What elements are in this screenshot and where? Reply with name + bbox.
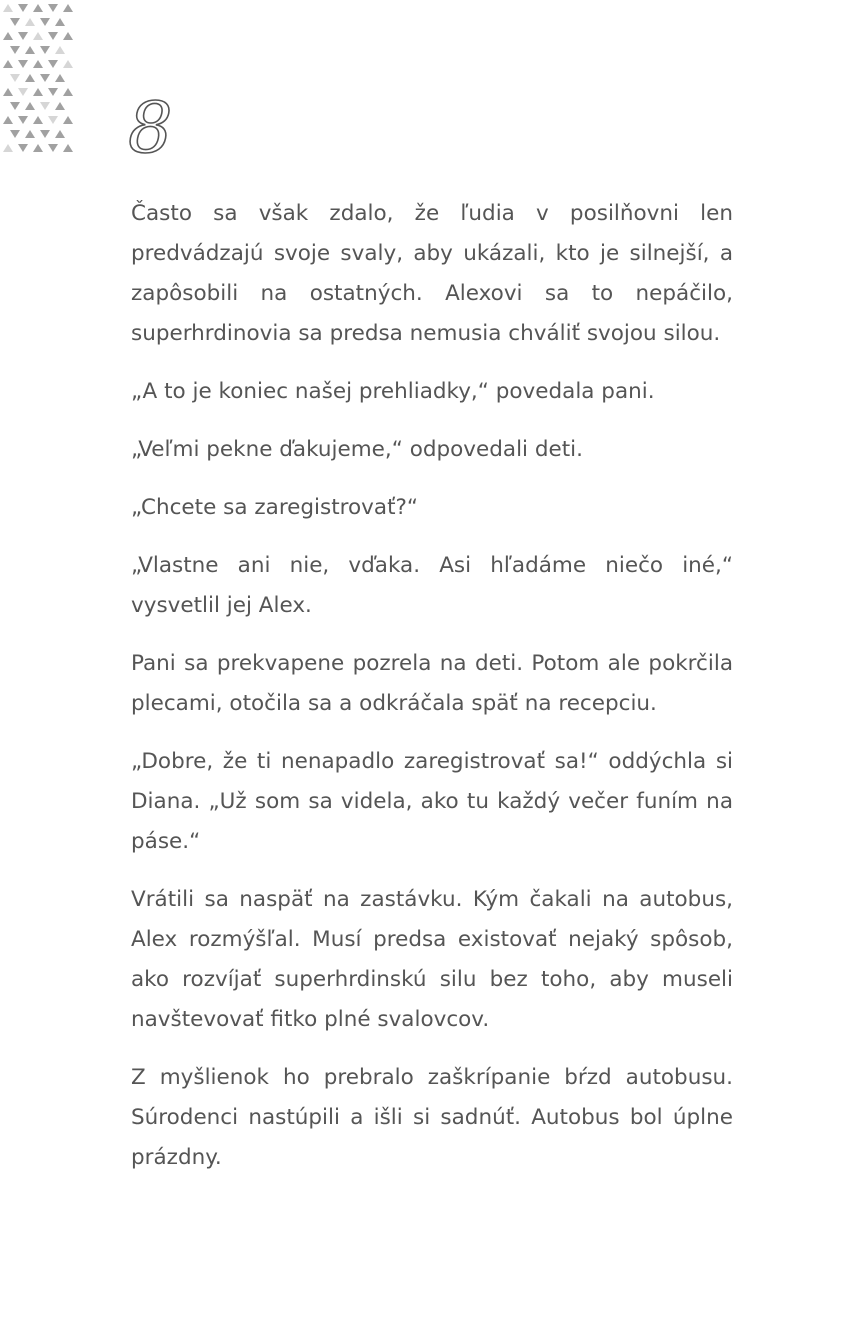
triangle-shape <box>48 4 58 12</box>
triangle-shape <box>18 4 28 12</box>
triangle-shape <box>18 32 28 40</box>
triangle-shape <box>63 32 73 40</box>
paragraph: „Vlastne ani nie, vďaka. Asi hľadáme niečo iné,“ vysvetlil jej Alex. <box>131 553 733 618</box>
triangle-shape <box>33 60 43 68</box>
triangle-shape <box>48 32 58 40</box>
triangle-shape <box>25 74 35 82</box>
paragraph: Pani sa prekvapene pozrela na deti. Potom ale pokrčila plecami, otočila sa a odkráčala späť na recepciu. <box>131 651 733 716</box>
triangle-shape <box>33 88 43 96</box>
triangle-shape <box>63 116 73 124</box>
triangle-shape <box>25 46 35 54</box>
triangle-shape <box>55 102 65 110</box>
triangle-shape <box>18 144 28 152</box>
triangle-shape <box>3 88 13 96</box>
paragraph: Často sa však zdalo, že ľudia v posilňovni len predvádzajú svoje svaly, aby ukázali, kto je silnejší, a zapôsobili na ostatných. Alexovi sa to nepáčilo, superhrdinovia sa predsa nemusia chváliť svojou silou. <box>131 201 733 346</box>
page-number: 8 <box>128 87 173 169</box>
triangle-shape <box>3 32 13 40</box>
triangle-shape <box>40 18 50 26</box>
triangle-shape <box>10 46 20 54</box>
triangle-shape <box>33 32 43 40</box>
triangle-shape <box>3 4 13 12</box>
triangle-shape <box>48 116 58 124</box>
triangle-shape <box>63 88 73 96</box>
triangle-pattern-icon <box>3 4 73 152</box>
triangle-shape <box>10 130 20 138</box>
triangle-shape <box>63 4 73 12</box>
triangle-shape <box>55 18 65 26</box>
triangle-shape <box>10 102 20 110</box>
triangle-shape <box>10 18 20 26</box>
paragraph: „Dobre, že ti nenapadlo zaregistrovať sa!“ oddýchla si Diana. „Už som sa videla, ako tu každý večer funím na páse.“ <box>131 749 733 854</box>
triangle-shape <box>63 144 73 152</box>
book-text <box>131 194 733 1196</box>
triangle-shape <box>10 74 20 82</box>
triangle-shape <box>48 144 58 152</box>
triangle-shape <box>48 88 58 96</box>
triangle-shape <box>3 144 13 152</box>
paragraph: „A to je koniec našej prehliadky,“ povedala pani. <box>131 379 655 404</box>
triangle-shape <box>33 144 43 152</box>
paragraph: Z myšlienok ho prebralo zaškrípanie bŕzd autobusu. Súrodenci nastúpili a išli si sadnúť. Autobus bol úplne prázdny. <box>131 1065 733 1170</box>
paragraph: Vrátili sa naspäť na zastávku. Kým čakali na autobus, Alex rozmýšľal. Musí predsa existovať nejaký spôsob, ako rozvíjať superhrdinskú silu bez toho, aby museli navštevovať fitko plné svalovcov. <box>131 887 733 1032</box>
triangle-shape <box>25 18 35 26</box>
triangle-shape <box>25 102 35 110</box>
triangle-pattern-decoration <box>0 0 80 160</box>
triangle-shape <box>25 130 35 138</box>
triangle-shape <box>55 74 65 82</box>
triangle-shape <box>3 60 13 68</box>
triangle-shape <box>63 60 73 68</box>
triangle-shape <box>40 46 50 54</box>
triangle-shape <box>18 116 28 124</box>
triangle-shape <box>40 74 50 82</box>
triangle-shape <box>48 60 58 68</box>
triangle-shape <box>40 130 50 138</box>
triangle-shape <box>33 116 43 124</box>
paragraph: „Veľmi pekne ďakujeme,“ odpovedali deti. <box>131 437 583 462</box>
triangle-shape <box>33 4 43 12</box>
triangle-shape <box>55 130 65 138</box>
paragraph: „Chcete sa zaregistrovať?“ <box>131 495 419 520</box>
triangle-shape <box>18 88 28 96</box>
triangle-shape <box>40 102 50 110</box>
triangle-shape <box>55 46 65 54</box>
triangle-shape <box>3 116 13 124</box>
triangle-shape <box>18 60 28 68</box>
